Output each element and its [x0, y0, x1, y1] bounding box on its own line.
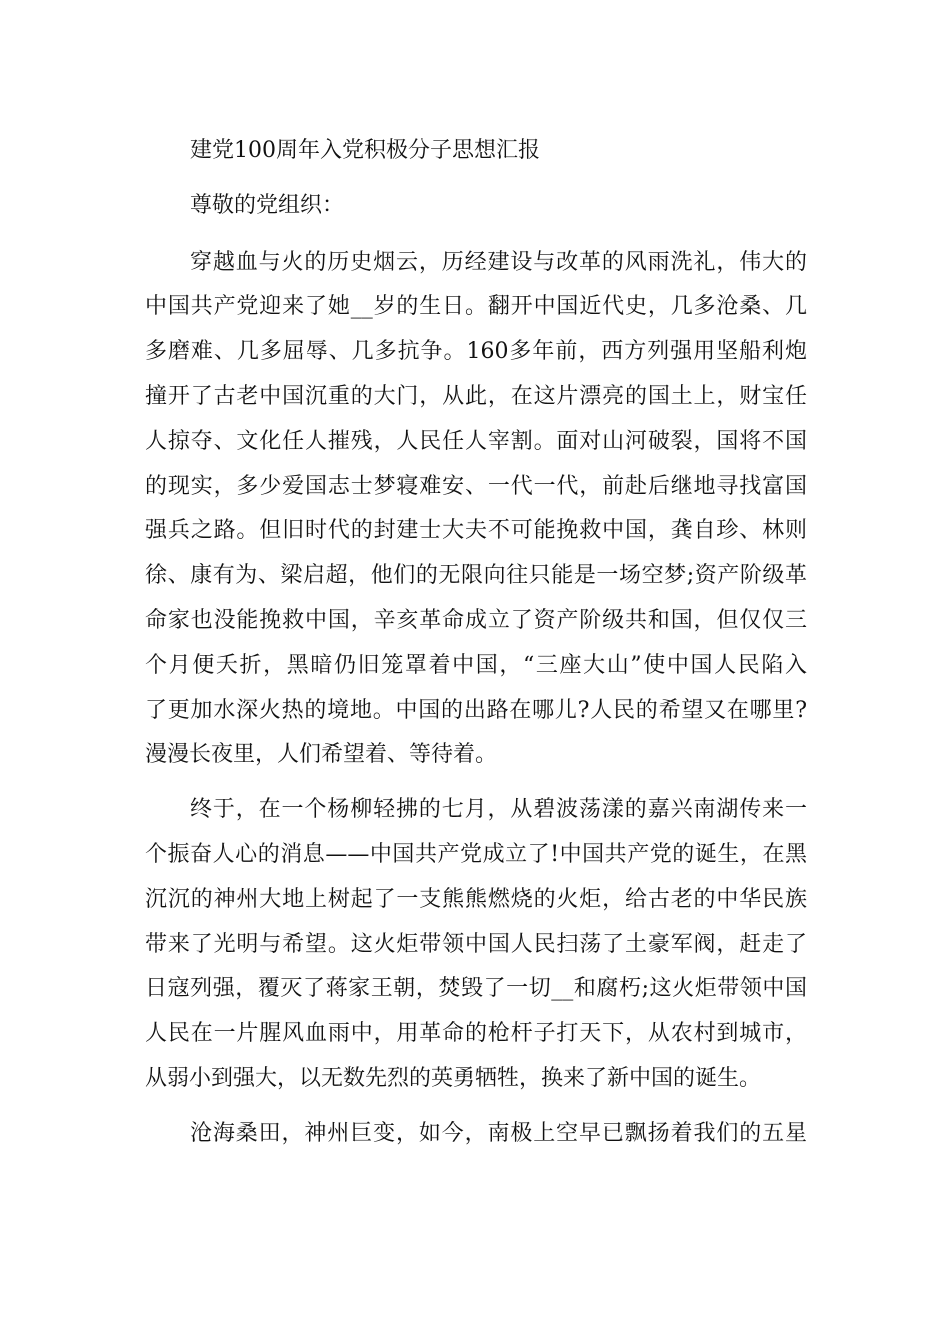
paragraph-line: 命家也没能挽救中国，辛亥革命成立了资产阶级共和国，但仅仅三: [145, 607, 807, 633]
paragraph-line: 中国共产党迎来了她__岁的生日。翻开中国近代史，几多沧桑、几: [145, 294, 807, 320]
paragraph-2: [145, 788, 807, 1102]
paragraph-line: 沉沉的神州大地上树起了一支熊熊燃烧的火炬，给古老的中华民族: [145, 886, 807, 912]
paragraph-line: 终于，在一个杨柳轻拂的七月，从碧波荡漾的嘉兴南湖传来一: [190, 797, 807, 823]
paragraph-line: 撞开了古老中国沉重的大门，从此，在这片漂亮的国土上，财宝任: [145, 383, 807, 409]
paragraph-line: 徐、康有为、梁启超，他们的无限向往只能是一场空梦;资产阶级革: [145, 563, 807, 589]
paragraph-line: 人掠夺、文化任人摧残，人民任人宰割。面对山河破裂，国将不国: [145, 428, 807, 454]
paragraph-line: 的现实，多少爱国志士梦寝难安、一代一代，前赴后继地寻找富国: [145, 473, 807, 499]
document-body: [145, 129, 807, 1167]
document-title: 建党100周年入党积极分子思想汇报: [190, 138, 540, 163]
paragraph-3: [145, 1112, 807, 1157]
paragraph-line: 个月便夭折，黑暗仍旧笼罩着中国，“三座大山”使中国人民陷入: [145, 652, 807, 678]
paragraph-line: 带来了光明与希望。这火炬带领中国人民扫荡了土豪军阀，赶走了: [145, 931, 807, 957]
paragraph-line: 强兵之路。但旧时代的封建士大夫不可能挽救中国，龚自珍、林则: [145, 518, 807, 544]
paragraph-1: [145, 241, 807, 779]
paragraph-line: 漫漫长夜里，人们希望着、等待着。: [145, 742, 498, 768]
salutation: 尊敬的党组织：: [190, 192, 345, 218]
paragraph-line: 日寇列强，覆灭了蒋家王朝，焚毁了一切__和腐朽;这火炬带领中国: [145, 976, 807, 1002]
paragraph-line: 从弱小到强大，以无数先烈的英勇牺牲，换来了新中国的诞生。: [145, 1065, 762, 1091]
paragraph-line: 了更加水深火热的境地。中国的出路在哪儿?人民的希望又在哪里?: [145, 697, 807, 723]
paragraph-line: 穿越血与火的历史烟云，历经建设与改革的风雨洗礼，伟大的: [190, 249, 807, 275]
paragraph-line: 人民在一片腥风血雨中，用革命的枪杆子打天下，从农村到城市，: [145, 1021, 807, 1047]
paragraph-line: 多磨难、几多屈辱、几多抗争。160多年前，西方列强用坚船利炮: [145, 339, 807, 365]
paragraph-line: 沧海桑田，神州巨变，如今，南极上空早已飘扬着我们的五星: [190, 1120, 807, 1146]
paragraph-line: 个振奋人心的消息——中国共产党成立了!中国共产党的诞生，在黑: [145, 841, 807, 867]
